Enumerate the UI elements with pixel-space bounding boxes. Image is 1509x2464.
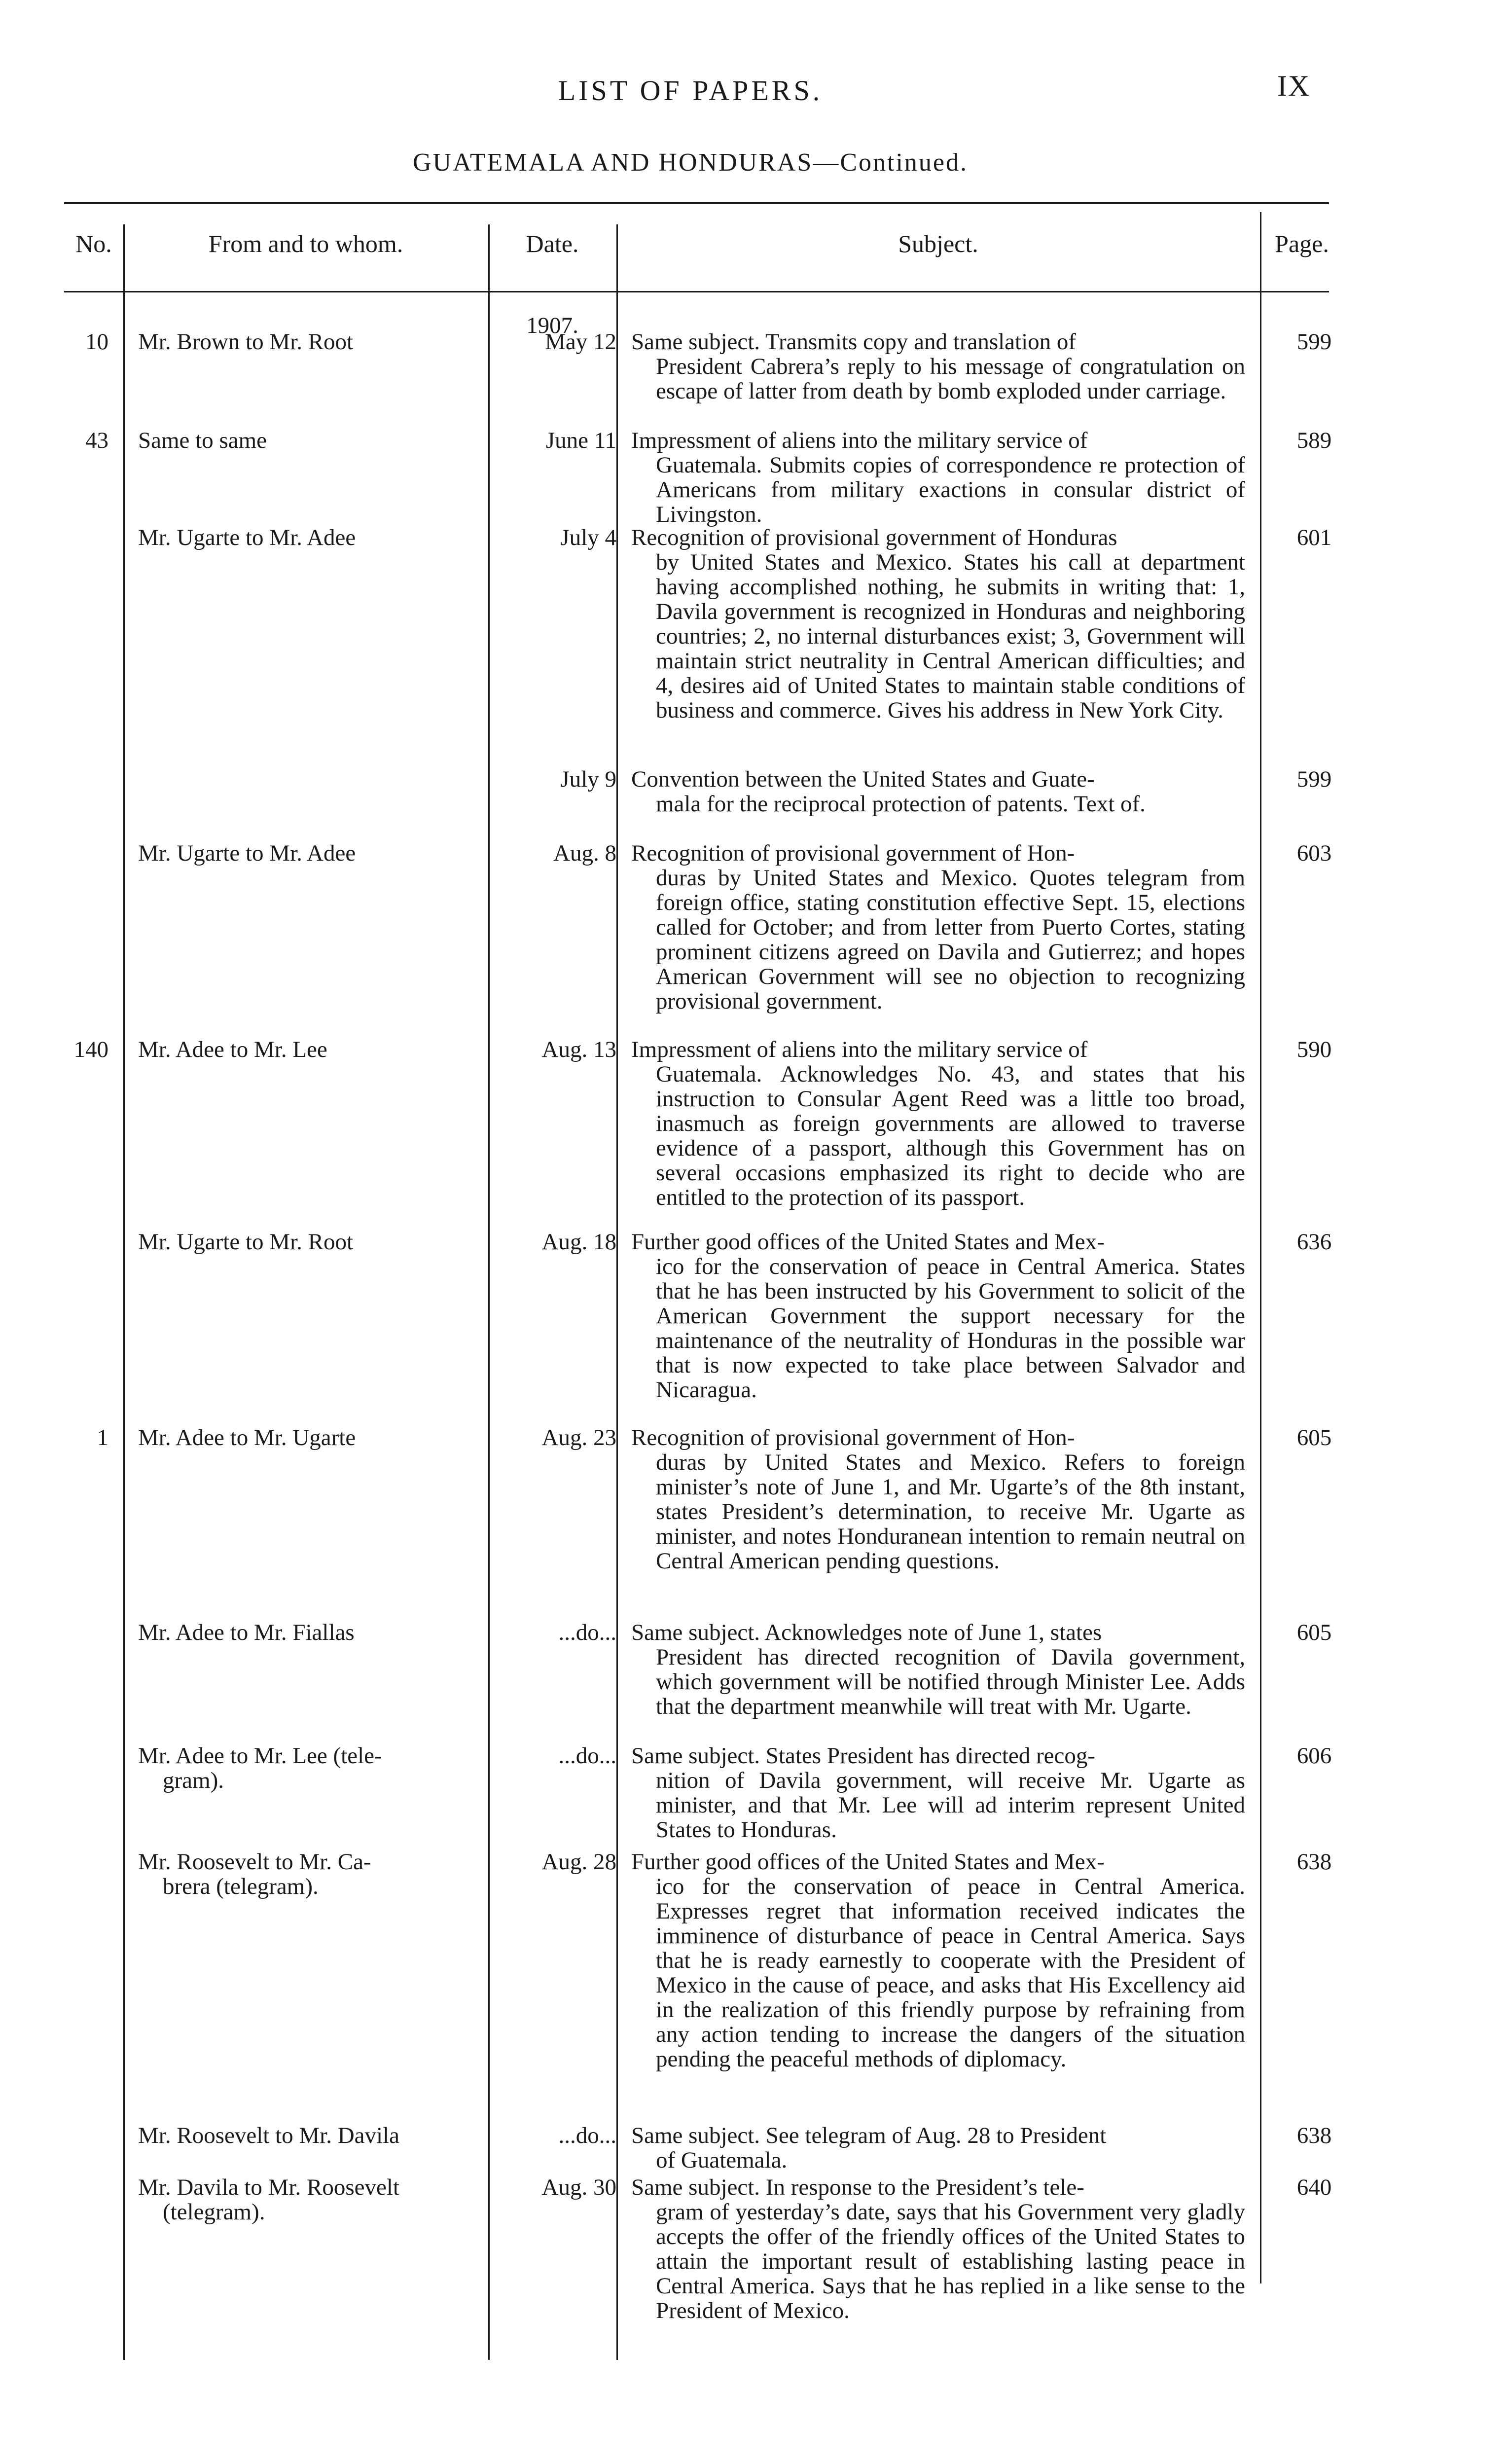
- subject-continued: Guatemala. Submits copies of correspondence re protection of Americans from military exactions in consular district of Livingston.: [656, 452, 1245, 527]
- subject-first-line: Convention between the United States and Guate-: [631, 766, 1095, 792]
- row-subject: [631, 428, 1245, 527]
- from-to-text: Mr. Adee to Mr. Fiallas: [138, 1620, 355, 1645]
- subject-continued: duras by United States and Mexico. Refers to foreign minister’s note of June 1, and Mr. Ugarte’s of the 8th instant, states President’s determination, to receive Mr. Ugarte as minister, and notes Honduranean intention to remain neutral on Central American pending questions.: [656, 1449, 1245, 1574]
- row-date: ...do...: [558, 1743, 616, 1769]
- row-date: Aug. 8: [553, 840, 616, 866]
- row-subject: [631, 1037, 1245, 1210]
- from-to-text: Mr. Roosevelt to Mr. Davila: [138, 2123, 400, 2148]
- row-date: Aug. 28: [541, 1849, 616, 1875]
- row-page: 589: [1296, 428, 1332, 453]
- from-to-text: Mr. Roosevelt to Mr. Ca-: [138, 1849, 371, 1875]
- row-from-to: [138, 1620, 478, 1645]
- column-header-subject: Subject.: [898, 230, 978, 257]
- row-from-to: [138, 1425, 478, 1450]
- row-date: July 4: [560, 525, 616, 550]
- row-from-to: [138, 1230, 478, 1254]
- row-subject: [631, 525, 1245, 723]
- subject-first-line: Same subject. Acknowledges note of June 1, states: [631, 1620, 1102, 1645]
- column-header-page: Page.: [1275, 230, 1329, 257]
- row-from-to: [138, 428, 478, 453]
- row-from-to: [138, 841, 478, 866]
- row-from-to: [138, 1849, 478, 1899]
- row-subject: [631, 1425, 1245, 1573]
- row-date: Aug. 13: [541, 1037, 616, 1062]
- row-date: Aug. 30: [541, 2174, 616, 2200]
- subject-first-line: Recognition of provisional government of Hon-: [631, 1425, 1075, 1450]
- subject-first-line: Same subject. Transmits copy and translation of: [631, 329, 1077, 355]
- subject-first-line: Recognition of provisional government of Hon-: [631, 840, 1075, 866]
- subject-continued: mala for the reciprocal protection of patents. Text of.: [656, 791, 1146, 817]
- row-number: 43: [85, 428, 108, 453]
- row-page: 601: [1296, 525, 1332, 550]
- row-subject: [631, 2123, 1245, 2173]
- subject-first-line: Further good offices of the United States and Mex-: [631, 1229, 1105, 1255]
- from-to-text: Mr. Brown to Mr. Root: [138, 329, 354, 355]
- row-subject: [631, 1743, 1245, 1842]
- row-page: 606: [1296, 1743, 1332, 1769]
- row-date: ...do...: [558, 1620, 616, 1645]
- row-page: 638: [1296, 1849, 1332, 1875]
- row-from-to: [138, 525, 478, 550]
- row-from-to: [138, 2123, 478, 2148]
- from-to-text: Mr. Davila to Mr. Roosevelt: [138, 2174, 400, 2200]
- subject-first-line: Recognition of provisional government of Honduras: [631, 525, 1117, 550]
- subject-continued: of Guatemala.: [656, 2147, 788, 2173]
- row-page: 638: [1296, 2123, 1332, 2148]
- from-to-continued: gram).: [163, 1768, 224, 1793]
- row-date: Aug. 23: [541, 1425, 616, 1450]
- section-subtitle: GUATEMALA AND HONDURAS—Continued.: [412, 148, 969, 177]
- row-subject: [631, 2175, 1245, 2323]
- subject-continued: gram of yesterday’s date, says that his Government very gladly accepts the offer of the friendly offices of the United States to attain the important result of establishing lasting peace in Central America. Says that he has replied in a like sense to the President of Mexico.: [656, 2199, 1245, 2323]
- subject-first-line: Same subject. States President has directed recog-: [631, 1743, 1096, 1769]
- row-number: 1: [97, 1425, 108, 1450]
- subject-first-line: Impressment of aliens into the military service of: [631, 1037, 1088, 1062]
- row-page: 603: [1296, 840, 1332, 866]
- row-from-to: [138, 1037, 478, 1062]
- row-date: May 12: [545, 329, 616, 355]
- row-page: 599: [1296, 766, 1332, 792]
- row-date: June 11: [545, 428, 616, 453]
- row-number: 10: [85, 329, 108, 355]
- from-to-text: Mr. Ugarte to Mr. Root: [138, 1229, 354, 1255]
- row-subject: [631, 1230, 1245, 1402]
- subject-continued: duras by United States and Mexico. Quotes telegram from foreign office, stating constitution effective Sept. 15, elections called for October; and from letter from Puerto Cortes, stating prominent citizens agreed on Davila and Gutierrez; and hopes American Government will see no objection to recognizing provisional government.: [656, 865, 1245, 1014]
- page-title: LIST OF PAPERS.: [558, 74, 823, 107]
- row-page: 590: [1296, 1037, 1332, 1062]
- from-to-continued: (telegram).: [163, 2199, 265, 2225]
- row-subject: [631, 329, 1245, 403]
- subject-first-line: Impressment of aliens into the military service of: [631, 428, 1088, 453]
- row-subject: [631, 1620, 1245, 1719]
- from-to-text: Mr. Adee to Mr. Lee: [138, 1037, 327, 1062]
- row-number: 140: [73, 1037, 108, 1062]
- row-from-to: [138, 2175, 478, 2224]
- subject-first-line: Same subject. See telegram of Aug. 28 to President: [631, 2123, 1107, 2148]
- row-date: Aug. 18: [541, 1229, 616, 1255]
- row-date: ...do...: [558, 2123, 616, 2148]
- subject-continued: by United States and Mexico. States his call at department having accomplished nothing, he submits in writing that: 1, Davila government is recognized in Honduras and neighboring countries; 2, no internal disturbances exist; 3, Government will maintain strict neutrality in Central American difficulties; and 4, desires aid of United States to maintain stable conditions of business and commerce. Gives his address in New York City.: [656, 549, 1245, 723]
- row-subject: [631, 841, 1245, 1014]
- row-page: 640: [1296, 2174, 1332, 2200]
- subject-continued: Guatemala. Acknowledges No. 43, and states that his instruction to Consular Agent Reed was a little too broad, inasmuch as foreign governments are allowed to traverse evidence of a passport, although this Government has on several occasions emphasized its right to decide who are entitled to the protection of its passport.: [656, 1061, 1245, 1210]
- subject-continued: President has directed recognition of Davila government, which government will be notified through Minister Lee. Adds that the department meanwhile will treat with Mr. Ugarte.: [656, 1644, 1245, 1719]
- subject-first-line: Same subject. In response to the President’s tele-: [631, 2174, 1084, 2200]
- from-to-continued: brera (telegram).: [163, 1874, 319, 1899]
- subject-continued: President Cabrera’s reply to his message of congratulation on escape of latter from death by bomb exploded under carriage.: [656, 354, 1245, 404]
- from-to-text: Same to same: [138, 428, 267, 453]
- subject-continued: ico for the conservation of peace in Central America. Expresses regret that information received indicates the imminence of disturbance of peace in Central America. Says that he is ready earnestly to cooperate with the President of Mexico in the cause of peace, and asks that His Excellency aid in the realization of this friendly purpose by refraining from any action tending to increase the dangers of the situation pending the peaceful methods of diplomacy.: [656, 1874, 1245, 2072]
- row-page: 599: [1296, 329, 1332, 355]
- row-page: 605: [1296, 1620, 1332, 1645]
- column-header-date: Date.: [526, 230, 579, 257]
- subject-continued: ico for the conservation of peace in Central America. States that he has been instructed by his Government to solicit of the American Government the support necessary for the maintenance of the neutrality of Honduras in the possible war that is now expected to take place between Salvador and Nicaragua.: [656, 1254, 1245, 1403]
- row-subject: [631, 1849, 1245, 2071]
- from-to-text: Mr. Ugarte to Mr. Adee: [138, 525, 356, 550]
- column-header-no: No.: [75, 230, 112, 257]
- from-to-text: Mr. Adee to Mr. Ugarte: [138, 1425, 356, 1450]
- row-page: 636: [1296, 1229, 1332, 1255]
- subject-first-line: Further good offices of the United States and Mex-: [631, 1849, 1105, 1875]
- row-from-to: [138, 329, 478, 354]
- row-page: 605: [1296, 1425, 1332, 1450]
- row-subject: [631, 767, 1245, 816]
- column-header-from-to: From and to whom.: [208, 230, 403, 257]
- page-number: IX: [1277, 70, 1311, 102]
- row-from-to: [138, 1743, 478, 1793]
- from-to-text: Mr. Ugarte to Mr. Adee: [138, 840, 356, 866]
- row-date: July 9: [560, 766, 616, 792]
- from-to-text: Mr. Adee to Mr. Lee (tele-: [138, 1743, 382, 1769]
- year-label: 1907.: [526, 313, 578, 338]
- subject-continued: nition of Davila government, will receive Mr. Ugarte as minister, and that Mr. Lee will ad interim represent United States to Honduras.: [656, 1768, 1245, 1843]
